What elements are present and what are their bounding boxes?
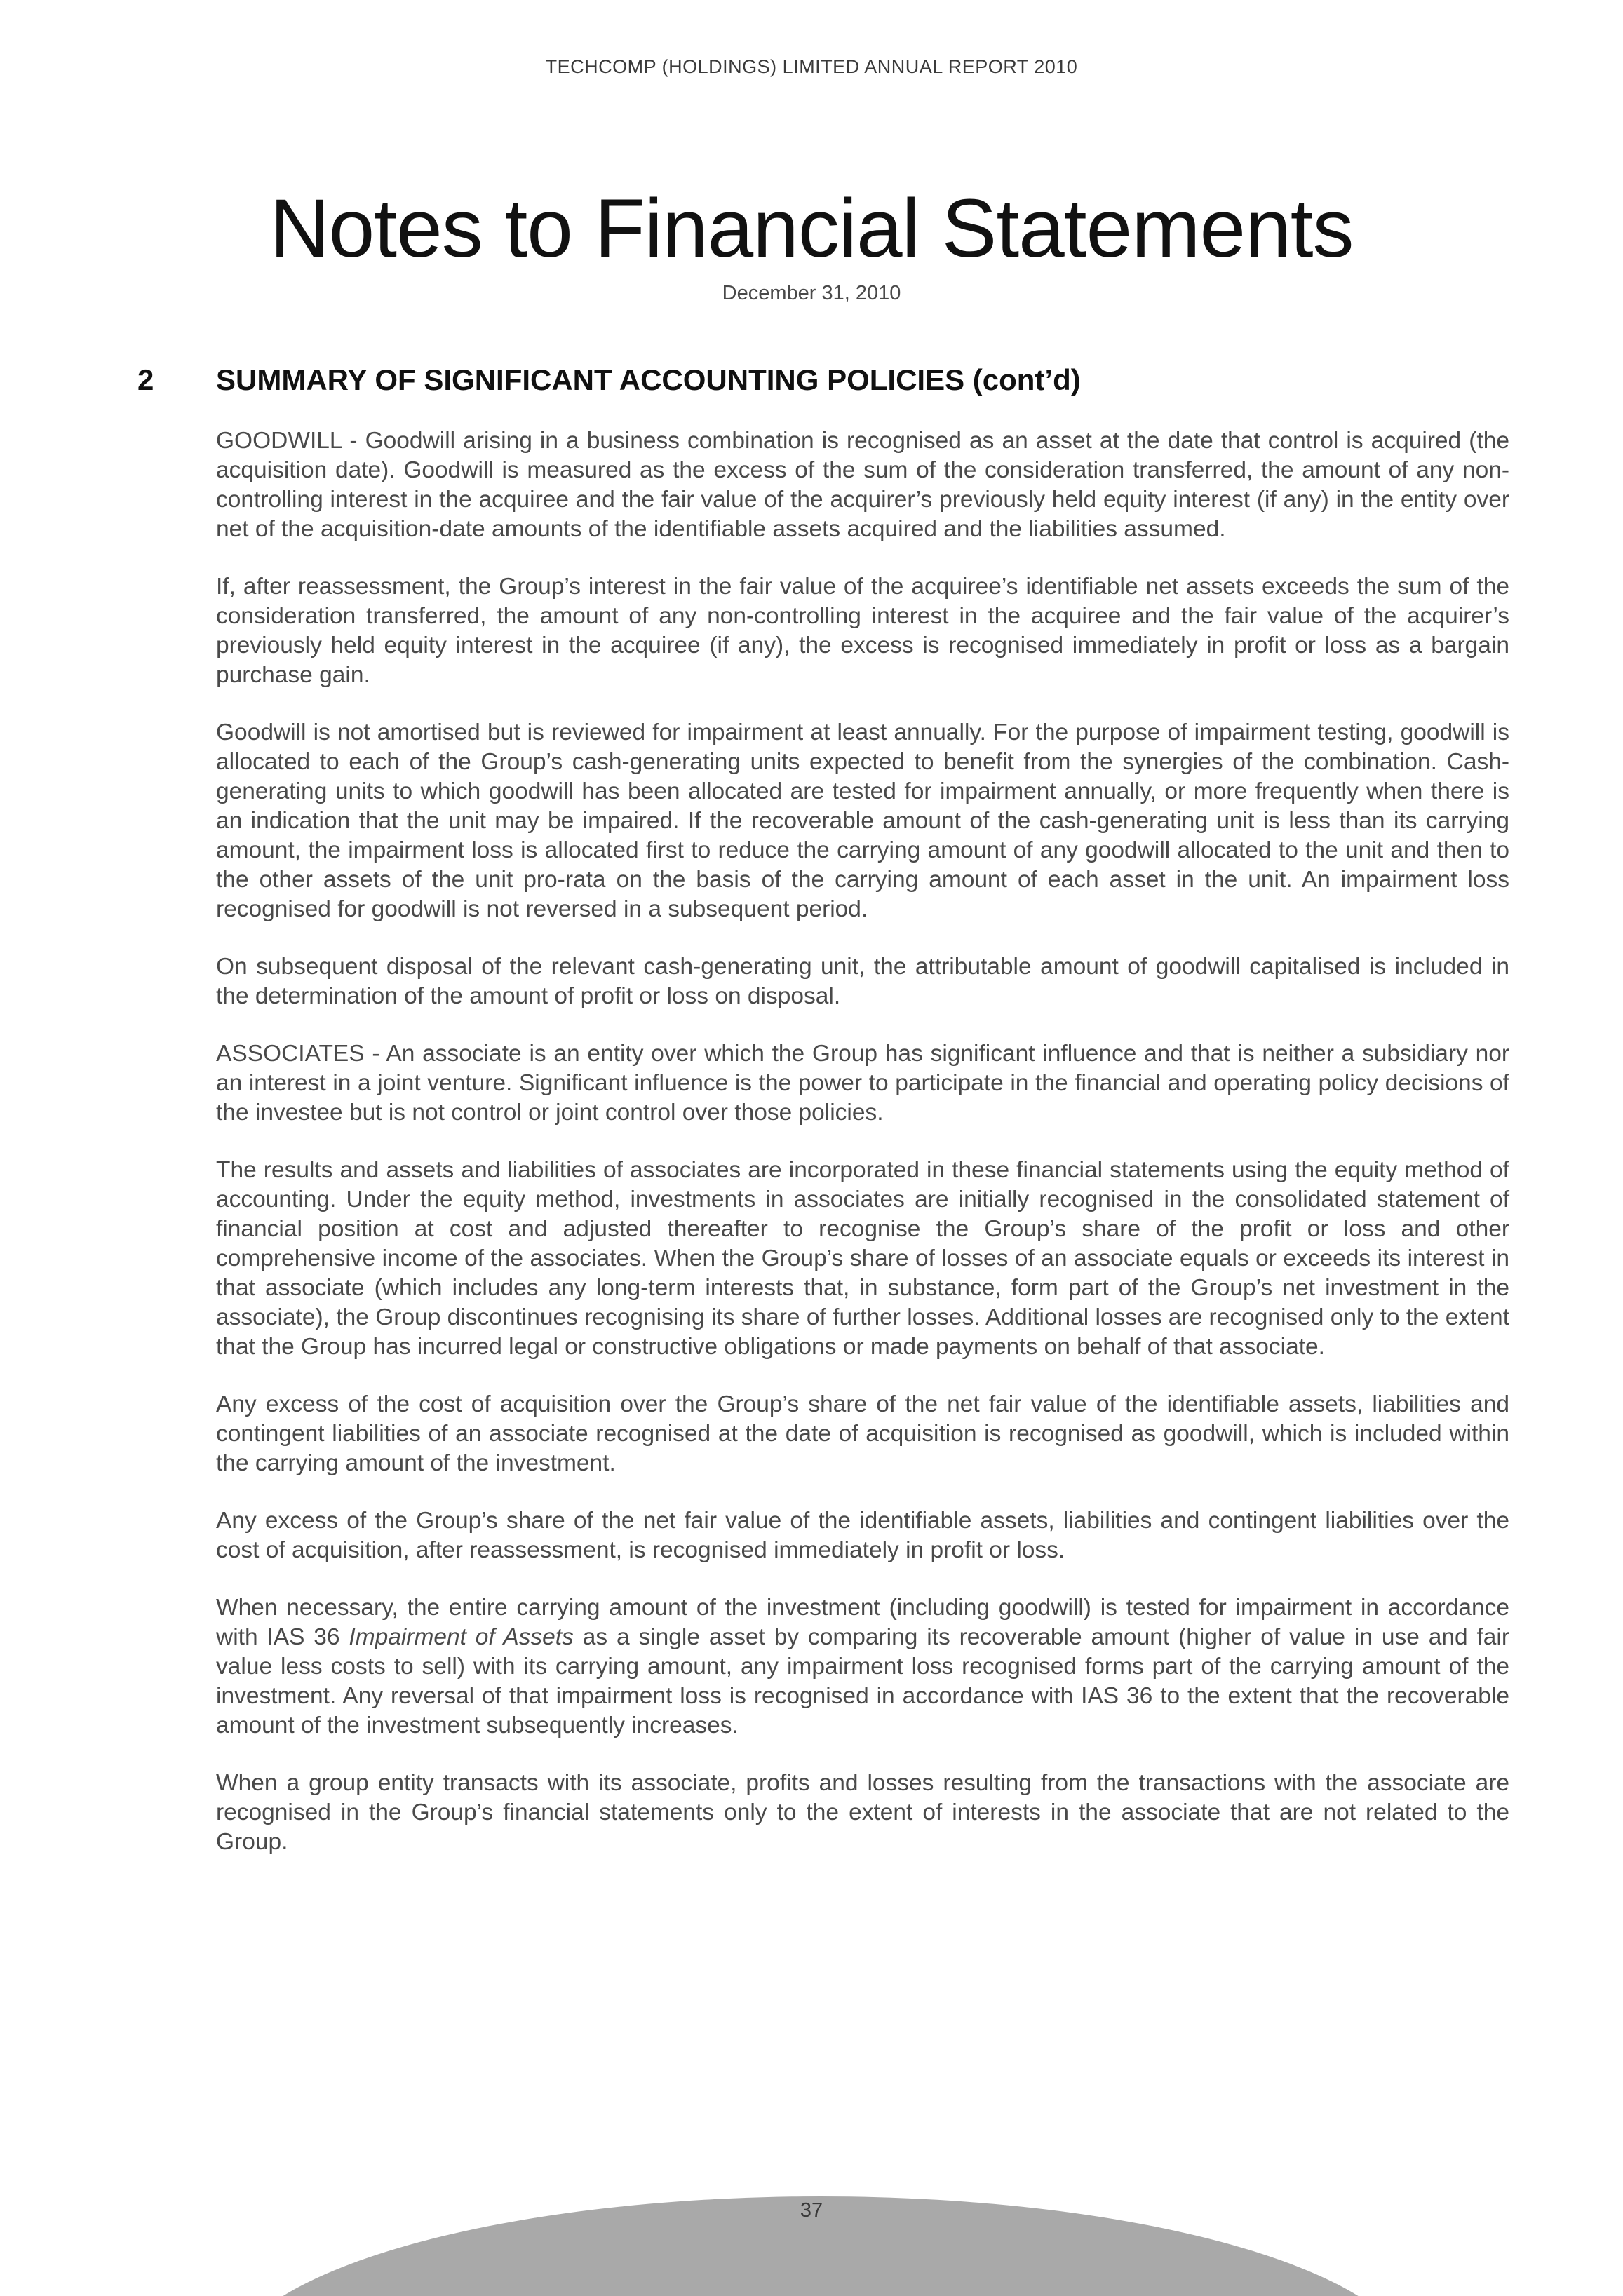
- section-body: [216, 426, 1509, 1885]
- paragraph-goodwill-impairment: Goodwill is not amortised but is reviewed for impairment at least annually. For the purpose of impairment testing, goodwill is allocated to each of the Group’s cash-generating units expected to benefit from the synergies of the combination. Cash-generating units to which goodwill has been allocated are tested for impairment annually, or more frequently when there is an indication that the unit may be impaired. If the recoverable amount of the cash-generating unit is less than its carrying amount, the impairment loss is allocated first to reduce the carrying amount of any goodwill allocated to the unit and then to the other assets of the unit pro-rata on the basis of the carrying amount of each asset in the unit. An impairment loss recognised for goodwill is not reversed in a subsequent period.: [216, 720, 1509, 922]
- section-heading-text: SUMMARY OF SIGNIFICANT ACCOUNTING POLICIES (cont’d): [216, 363, 1081, 396]
- paragraph-excess-share: Any excess of the Group’s share of the net fair value of the identifiable assets, liabilities and contingent liabilities over the cost of acquisition, after reassessment, is recognised immediately in profit or loss.: [216, 1508, 1509, 1563]
- paragraph-equity-method: The results and assets and liabilities of associates are incorporated in these financial statements using the equity method of accounting. Under the equity method, investments in associates are initially recognised in the consolidated statement of financial position at cost and adjusted thereafter to recognise the Group’s share of the profit or loss and other comprehensive income of the associates. When the Group’s share of losses of an associate equals or exceeds its interest in that associate (which includes any long-term interests that, in substance, form part of the Group’s net investment in the associate), the Group discontinues recognising its share of further losses. Additional losses are recognised only to the extent that the Group has incurred legal or constructive obligations or made payments on behalf of that associate.: [216, 1157, 1509, 1360]
- running-header: TECHCOMP (HOLDINGS) LIMITED ANNUAL REPORT 2010: [545, 56, 1078, 77]
- page-number: 37: [800, 2199, 823, 2222]
- paragraph-goodwill: GOODWILL - Goodwill arising in a business combination is recognised as an asset at the date that control is acquired (the acquisition date). Goodwill is measured as the excess of the sum of the consideration transferred, the amount of any non-controlling interest in the acquiree and the fair value of the acquirer’s previously held equity interest (if any) in the entity over net of the acquisition-date amounts of the identifiable assets acquired and the liabilities assumed.: [216, 428, 1509, 542]
- paragraph-goodwill-disposal: On subsequent disposal of the relevant cash-generating unit, the attributable amount of goodwill capitalised is included in the determination of the amount of profit or loss on disposal.: [216, 954, 1509, 1009]
- ias36-title-italic: Impairment of Assets: [349, 1624, 574, 1650]
- section-number: 2: [137, 363, 154, 396]
- paragraph-transactions-with-associate: When a group entity transacts with its associate, profits and losses resulting from the transactions with the associate are recognised in the Group’s financial statements only to the extent of interests in the associate that are not related to the Group.: [216, 1770, 1509, 1855]
- paragraph-ias36-text-start: When necessary, the entire carrying amount of the investment (including goodwill) is tested for impairment in accordance with IAS 36: [216, 1595, 1509, 1650]
- page-date: December 31, 2010: [722, 282, 901, 304]
- section-heading: [137, 363, 1512, 398]
- page-title: Notes to Financial Statements: [269, 182, 1354, 275]
- paragraph-ias36-impairment: [216, 1593, 1509, 1741]
- paragraph-excess-cost: Any excess of the cost of acquisition over the Group’s share of the net fair value of the identifiable assets, liabilities and contingent liabilities of an associate recognised at the date of acquisition is recognised as goodwill, which is included within the carrying amount of the investment.: [216, 1391, 1509, 1476]
- paragraph-ias36-text-end: as a single asset by comparing its recoverable amount (higher of value in use and fair value less costs to sell) with its carrying amount, any impairment loss recognised forms part of the carrying amount of the investment. Any reversal of that impairment loss is recognised in accordance with IAS 36 to the extent that the recoverable amount of the investment subsequently increases.: [216, 1624, 1509, 1738]
- paragraph-associates: ASSOCIATES - An associate is an entity over which the Group has significant influence and that is neither a subsidiary nor an interest in a joint venture. Significant influence is the power to participate in the financial and operating policy decisions of the investee but is not control or joint control over those policies.: [216, 1041, 1509, 1126]
- paragraph-bargain-purchase: If, after reassessment, the Group’s interest in the fair value of the acquiree’s identifiable net assets exceeds the sum of the consideration transferred, the amount of any non-controlling interest in the acquiree and the fair value of the acquirer’s previously held equity interest in the acquiree (if any), the excess is recognised immediately in profit or loss as a bargain purchase gain.: [216, 574, 1509, 688]
